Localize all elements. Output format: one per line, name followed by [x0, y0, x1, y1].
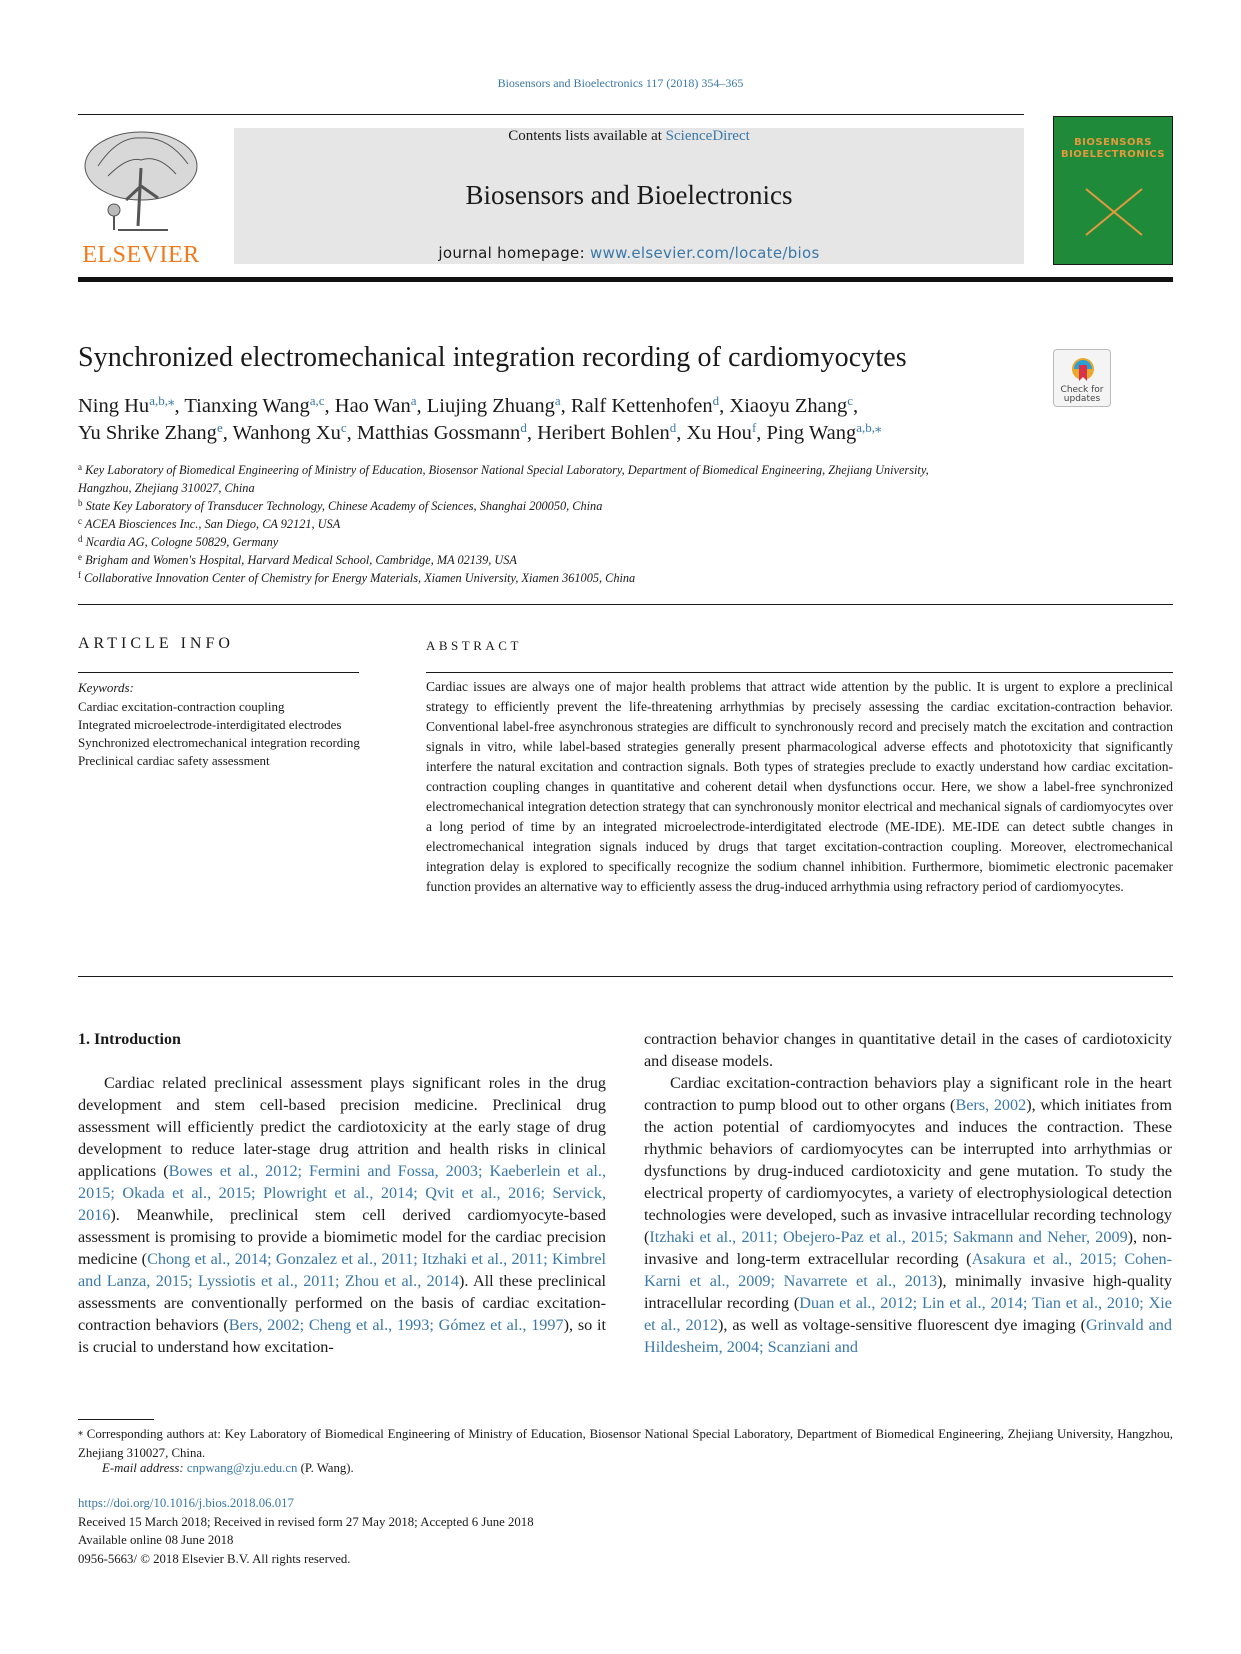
citation-link[interactable]: Bers, 2002	[955, 1096, 1027, 1114]
intro-paragraph-2	[644, 1072, 1172, 1358]
article-info-rule	[78, 672, 359, 673]
journal-cover-thumbnail[interactable]	[1053, 116, 1173, 265]
footnote-rule	[78, 1419, 154, 1420]
citation-link[interactable]: Itzhaki et al., 2011; Obejero-Paz et al., 2015; Sakmann and Neher, 2009	[649, 1228, 1128, 1246]
affiliation-text: Ncardia AG, Cologne 50829, Germany	[85, 535, 279, 549]
header-thick-rule	[78, 277, 1173, 282]
email-label: E-mail address:	[102, 1461, 187, 1475]
body-column-right	[644, 1028, 1172, 1358]
cover-title-line-2: BIOELECTRONICS	[1060, 149, 1166, 160]
keywords-label: Keywords:	[78, 680, 134, 695]
section-rule	[78, 976, 1173, 977]
affiliation-key: d	[78, 534, 83, 544]
author-name: Xu Hou	[686, 422, 752, 444]
affiliation-key: e	[78, 552, 82, 562]
affiliation-key: c	[78, 516, 82, 526]
affiliation-text: Key Laboratory of Biomedical Engineering of Ministry of Education, Biosensor National Special Laboratory, Department of Biomedical Engineering, Zhejiang University,	[85, 463, 929, 477]
author-affiliation-marks[interactable]: a,c	[309, 393, 325, 408]
author-name: Tianxing Wang	[184, 395, 310, 417]
keyword-item: Integrated microelectrode-interdigitated electrodes	[78, 717, 342, 732]
paragraph-text: ), which initiates from the action potential of cardiomyocytes and induces the contraction. These rhythmic behaviors of cardiomyocytes can be interrupted into arrhythmias or dysfunctions by drug-induced cardiotoxicity and gene mutation. To study the electrical property of cardiomyocytes, a variety of electrophysiological detection technologies were developed, such as invasive intracellular recording technology (	[644, 1096, 1172, 1246]
paragraph-text: ), minimally invasive high-quality intracellular recording (	[644, 1272, 1172, 1312]
crossmark-icon	[1070, 356, 1096, 384]
abstract-text: Cardiac issues are always one of major health problems that attract wide attention by the public. It is urgent to explore a preclinical strategy to efficiently prevent the life-threatening arrhythmias by precisely assessing the cardiac excitation-contraction behavior. Conventional label-free asynchronous strategies are difficult to synchronously record and precisely match the excitation and contraction signals in vitro, while label-based strategies generally present pharmacological adverse effects and phototoxicity that significantly interfere the natural excitation and contraction signals. Both types of strategies preclude to exactly understand how cardiac excitation-contraction coupling changes in quantitative and coherent detail when dysfunctions occur. Here, we show a label-free synchronized electromechanical integration detection strategy that can synchronously monitor electrical and mechanical signals of cardiomyocytes over a long period of time by an integrated microelectrode-interdigitated electrode (ME-IDE). ME-IDE can detect subtle changes in electromechanical integration signals induced by drugs that target excitation-contraction coupling. Moreover, electromechanical integration delay is explored to specifically recognize the sodium channel inhibition. Furthermore, biomimetic electronic pacemaker function provides an alternative way to efficiently assess the drug-induced arrhythmia using refractory period of cardiomyocytes.	[426, 679, 1173, 894]
affiliation-b	[78, 499, 602, 514]
affiliation-text: ACEA Biosciences Inc., San Diego, CA 92121, USA	[84, 517, 341, 531]
check-for-updates-button[interactable]	[1053, 349, 1111, 407]
author-affiliation-marks[interactable]: f	[751, 420, 757, 435]
journal-homepage-line	[234, 244, 1024, 262]
affiliation-c	[78, 517, 340, 532]
crossmark-label-line-2: updates	[1063, 394, 1101, 404]
introduction-heading: 1. Introduction	[78, 1031, 181, 1048]
abstract-rule	[426, 672, 1173, 673]
paragraph-text: Cardiac excitation-contraction behaviors play a significant role in the heart contraction to pump blood out to other organs (	[644, 1074, 1172, 1114]
affiliation-text: Brigham and Women's Hospital, Harvard Medical School, Cambridge, MA 02139, USA	[85, 553, 517, 567]
cover-title-line-1: BIOSENSORS	[1074, 137, 1152, 148]
homepage-link[interactable]: www.elsevier.com/locate/bios	[590, 244, 820, 262]
affiliation-a	[78, 463, 929, 478]
author-affiliation-marks[interactable]: c	[340, 420, 347, 435]
author-name: Liujing Zhuang	[426, 395, 555, 417]
contents-prefix: Contents lists available at	[508, 128, 666, 144]
abstract-heading: ABSTRACT	[426, 638, 522, 653]
section-rule	[78, 604, 1173, 605]
paragraph-text: Cardiac related preclinical assessment plays significant roles in the drug development and stem cell-based precision medicine. Preclinical drug assessment will efficiently predict the cardiotoxicity at the early stage of drug development to reduce later-stage drug attrition and health risks in clinical applications (	[78, 1074, 606, 1180]
affiliation-text: Collaborative Innovation Center of Chemistry for Energy Materials, Xiamen University, Xiamen 361005, China	[84, 571, 636, 585]
affiliation-e	[78, 553, 517, 568]
crossmark-label	[1054, 386, 1110, 404]
author-name: Hao Wan	[334, 395, 411, 417]
citation-link[interactable]: Duan et al., 2012; Lin et al., 2014; Tian et al., 2010; Xie et al., 2012	[644, 1294, 1172, 1334]
keyword-item: Synchronized electromechanical integration recording	[78, 735, 360, 750]
citation-link[interactable]: Bowes et al., 2012; Fermini and Fossa, 2003; Kaeberlein et al., 2015; Okada et al., 2015; Plowright et al., 2014; Qvit et al., 2016; Servick, 2016	[78, 1162, 606, 1224]
body-column-left	[78, 1072, 606, 1358]
journal-reference[interactable]: Biosensors and Bioelectronics 117 (2018) 354–365	[497, 76, 744, 90]
author-affiliation-marks[interactable]: a,b,⁎	[149, 393, 175, 408]
keywords-list	[78, 698, 360, 770]
paragraph-text: ), as well as voltage-sensitive fluorescent dye imaging (	[717, 1316, 1087, 1334]
intro-paragraph-1	[78, 1072, 606, 1358]
corresponding-author-footnote	[78, 1423, 1173, 1463]
author-name: Yu Shrike Zhang	[78, 422, 217, 444]
paragraph-text: ). All these preclinical assessments are conventionally performed on the basis of cardiac excitation-contraction behaviors (	[78, 1272, 606, 1334]
author-name: Ralf Kettenhofen	[570, 395, 713, 417]
article-info-heading: ARTICLE INFO	[78, 635, 234, 652]
article-title: Synchronized electromechanical integration recording of cardiomyocytes	[78, 342, 907, 373]
homepage-prefix: journal homepage:	[438, 244, 590, 262]
affiliation-key: a	[78, 462, 82, 472]
author-affiliation-marks[interactable]: d	[669, 420, 677, 435]
author-affiliation-marks[interactable]: a	[410, 393, 417, 408]
author-name: Ping Wang	[766, 422, 857, 444]
publication-info	[78, 1494, 534, 1568]
affiliation-text: Hangzhou, Zhejiang 310027, China	[78, 481, 255, 495]
keyword-item: Preclinical cardiac safety assessment	[78, 753, 270, 768]
author-affiliation-marks[interactable]: a,b,⁎	[856, 420, 882, 435]
email-suffix: (P. Wang).	[297, 1461, 354, 1475]
paragraph-text: ), non-invasive and long-term extracellular recording (	[644, 1228, 1173, 1268]
elsevier-wordmark: ELSEVIER	[82, 242, 200, 268]
affiliation-key: b	[78, 498, 83, 508]
available-online: Available online 08 June 2018	[78, 1533, 234, 1547]
crossmark-label-line-1: Check for	[1060, 385, 1104, 395]
author-list-line-1: Ning $Hu^{a,b,⁎}$, Tianxing Wang$^{a,c}$, Hao Wan$^a$, Liujing Zhuang$^a$, Ralf Kettenhofen$^d$, Xiaoyu Zhang$^c$,	[78, 393, 859, 417]
affiliation-f	[78, 571, 635, 586]
affiliation-key: f	[78, 570, 81, 580]
citation-link[interactable]: Asakura et al., 2015; Cohen-Karni et al., 2009; Navarrete et al., 2013	[644, 1250, 1172, 1290]
author-name: Ning Hu	[78, 395, 150, 417]
citation-link[interactable]: Chong et al., 2014; Gonzalez et al., 2011; Itzhaki et al., 2011; Kimbrel and Lanza, 2015; Lyssiotis et al., 2011; Zhou et al., 2014	[78, 1250, 607, 1290]
author-name: Heribert Bohlen	[537, 422, 670, 444]
keyword-item: Cardiac excitation-contraction coupling	[78, 699, 285, 714]
author-affiliation-marks[interactable]: d	[712, 393, 720, 408]
received-dates: Received 15 March 2018; Received in revised form 27 May 2018; Accepted 6 June 2018	[78, 1514, 534, 1529]
citation-link[interactable]: Grinvald and Hildesheim, 2004; Scanziani and	[644, 1316, 1172, 1356]
footnote-star: ⁎	[78, 1427, 83, 1438]
sciencedirect-link[interactable]: ScienceDirect	[665, 128, 750, 144]
cover-graphic-icon	[1084, 187, 1144, 237]
email-link[interactable]: cnpwang@zju.edu.cn	[186, 1461, 298, 1475]
author-list-line-2: Yu Shrike Zhang$^e$, Wanhong Xu$^c$, Matthias Gossmann$^d$, Heribert Bohlen$^d$, Xu Hou$^f$, Ping Wang$^{a,b,⁎}$	[78, 420, 882, 444]
intro-paragraph-1-continued	[644, 1028, 1172, 1072]
affiliation-a-cont	[78, 481, 255, 496]
author-affiliation-marks[interactable]: c	[847, 393, 854, 408]
copyright: 0956-5663/ © 2018 Elsevier B.V. All rights reserved.	[78, 1551, 351, 1566]
author-affiliation-marks[interactable]: a	[554, 393, 561, 408]
cover-title	[1054, 137, 1172, 161]
email-line	[102, 1461, 354, 1476]
corresponding-text: Corresponding authors at: Key Laboratory of Biomedical Engineering of Ministry of Education, Biosensor National Special Laboratory, Department of Biomedical Engineering, Zhejiang University, Hangzhou, Zhejiang 310027, China.	[78, 1427, 1174, 1460]
author-affiliation-marks[interactable]: e	[216, 420, 223, 435]
author-name: Xiaoyu Zhang	[729, 395, 848, 417]
author-name: Matthias Gossmann	[356, 422, 521, 444]
paragraph-text: ), so it is crucial to understand how excitation-	[78, 1316, 606, 1356]
citation-link[interactable]: Bers, 2002; Cheng et al., 1993; Gómez et al., 1997	[228, 1316, 564, 1334]
affiliation-text: State Key Laboratory of Transducer Technology, Chinese Academy of Sciences, Shanghai 200050, China	[85, 499, 603, 513]
author-affiliation-marks[interactable]: d	[520, 420, 527, 435]
paragraph-text: ). Meanwhile, preclinical stem cell derived cardiomyocyte-based assessment is promising to provide a biomimetic model for the cardiac precision medicine (	[78, 1206, 606, 1268]
journal-title: Biosensors and Bioelectronics	[465, 180, 793, 210]
doi-link[interactable]: https://doi.org/10.1016/j.bios.2018.06.017	[78, 1496, 294, 1510]
paragraph-text: contraction behavior changes in quantitative detail in the cases of cardiotoxicity and disease models.	[644, 1030, 1172, 1070]
contents-line	[234, 128, 1024, 145]
header-top-rule	[78, 114, 1024, 115]
author-name: Wanhong Xu	[232, 422, 341, 444]
affiliation-d	[78, 535, 278, 550]
